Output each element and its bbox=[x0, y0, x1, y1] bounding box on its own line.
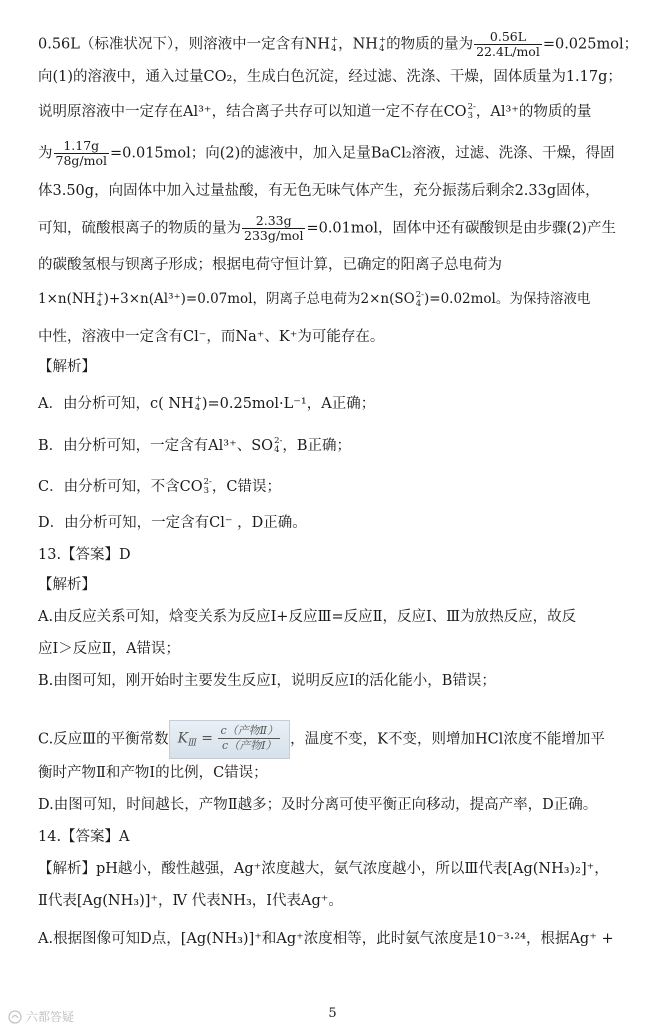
page-number: 5 bbox=[328, 1006, 337, 1021]
text: A．由分析可知，c( NH bbox=[38, 396, 194, 412]
ion-charge: + 4 bbox=[331, 34, 339, 54]
text: C．由分析可知，不含CO bbox=[38, 479, 203, 495]
fraction: $\frac{1.17g}{\text{78g/mol}}$ bbox=[55, 138, 107, 168]
text: ，NH bbox=[338, 36, 378, 53]
text: )+3×n(Al³⁺)=0.07mol bbox=[103, 291, 253, 307]
text-line-5: 体3.50g，向固体中加入过量盐酸，有无色无味气体产生，充分振荡后剩余2.33g固体， bbox=[38, 183, 600, 199]
ion-charge: 2- 3 bbox=[467, 102, 476, 121]
text: ，阴离子总电荷为 bbox=[252, 291, 361, 307]
text: 说明原溶液中一定存在Al³⁺，结合离子共存可以知道一定不存在CO bbox=[38, 104, 467, 120]
text: =0.025mol； bbox=[542, 36, 639, 53]
text: ，C错误； bbox=[211, 479, 281, 495]
text: 2×n(SO bbox=[360, 291, 415, 307]
option-c-cont: 衡时产物Ⅱ和产物Ⅰ的比例，C错误； bbox=[38, 765, 268, 781]
ion-charge: + 4 bbox=[194, 394, 202, 413]
ion-charge: 2- 4 bbox=[415, 289, 424, 309]
option-a bbox=[38, 393, 635, 415]
text-line-4 bbox=[38, 139, 635, 168]
watermark: 六都答疑 bbox=[8, 1008, 74, 1025]
text-line-3 bbox=[38, 101, 635, 123]
option-d: D.由图可知，时间越长，产物Ⅱ越多；及时分离可使平衡正向移动，提高产率，D正确。 bbox=[38, 797, 598, 813]
text: ，Al³⁺的物质的量 bbox=[475, 104, 592, 120]
option-c bbox=[38, 476, 635, 498]
ion-charge: + 4 bbox=[378, 34, 387, 54]
text: =0.01mol，固体中还有碳酸钡是由步骤(2)产生 bbox=[306, 220, 617, 237]
text-line-7: 的碳酸氢根与钡离子形成；根据电荷守恒计算，已确定的阳离子总电荷为 bbox=[38, 257, 502, 273]
text-line-6 bbox=[38, 214, 635, 243]
answer-13: 13.【答案】D bbox=[38, 547, 131, 563]
fraction: $\frac{0.56L}{\text{22.4L/mol}}$ bbox=[476, 29, 540, 59]
answer-14: 14.【答案】A bbox=[38, 829, 130, 845]
text: 。为保持溶液电 bbox=[495, 291, 591, 307]
option-c bbox=[38, 720, 635, 759]
ion-charge: 2- 3 bbox=[203, 477, 212, 496]
text: C.反应Ⅲ的平衡常数 bbox=[38, 731, 169, 748]
text-line-1 bbox=[38, 29, 639, 59]
section-heading: 【解析】 bbox=[38, 577, 96, 593]
text: =0.015mol；向(2)的滤液中，加入足量BaCl₂溶液，过滤、洗涤、干燥，得固 bbox=[110, 145, 615, 162]
text: B．由分析可知，一定含有Al³⁺、SO bbox=[38, 438, 274, 454]
text: 0.56L（标准状况下），则溶液中一定含有NH bbox=[38, 36, 330, 53]
option-a: A.根据图像可知D点，[Ag(NH₃)]⁺和Ag⁺浓度相等，此时氨气浓度是10⁻³·²⁴，根据Ag⁺ + bbox=[38, 931, 614, 947]
text: 可知，硫酸根离子的物质的量为 bbox=[38, 220, 241, 237]
option-a-cont: 应Ⅰ＞反应Ⅱ，A错误； bbox=[38, 641, 181, 657]
option-a: A.由反应关系可知，焓变关系为反应Ⅰ+反应Ⅲ=反应Ⅱ，反应Ⅰ、Ⅲ为放热反应，故反 bbox=[38, 609, 577, 625]
option-b: B.由图可知，刚开始时主要发生反应Ⅰ，说明反应Ⅰ的活化能小，B错误； bbox=[38, 673, 496, 689]
text: 的物质的量为 bbox=[386, 36, 474, 53]
text: ，B正确； bbox=[282, 438, 351, 454]
section-heading: 【解析】 bbox=[38, 359, 96, 375]
text: 1×n(NH bbox=[38, 291, 96, 307]
text-line-2: 向(1)的溶液中，通入过量CO₂，生成白色沉淀，经过滤、洗涤、干燥，固体质量为1.17g； bbox=[38, 69, 622, 85]
equilibrium-constant-formula: $K_Ⅲ$ = $\frac{\text{c（产物Ⅱ）}}{\text{c（产物Ⅰ）}}$ bbox=[169, 720, 290, 759]
fraction: $\frac{2.33g}{\text{233g/mol}}$ bbox=[244, 213, 304, 243]
explanation-14: 【解析】pH越小，酸性越强，Ag⁺浓度越大，氨气浓度越小，所以Ⅲ代表[Ag(NH₃)₂]⁺， bbox=[38, 861, 609, 877]
text: 为 bbox=[38, 145, 53, 162]
text: ，温度不变，K不变，则增加HCl浓度不能增加平 bbox=[290, 731, 605, 748]
text-line-9: 中性，溶液中一定含有Cl⁻，而Na⁺、K⁺为可能存在。 bbox=[38, 329, 385, 345]
ion-charge: + 4 bbox=[96, 289, 104, 309]
ion-charge: 2- 4 bbox=[274, 436, 283, 455]
text: )=0.02mol bbox=[423, 291, 496, 307]
explanation-14-cont: Ⅱ代表[Ag(NH₃)]⁺，Ⅳ 代表NH₃，Ⅰ代表Ag⁺。 bbox=[38, 893, 343, 909]
option-b bbox=[38, 435, 635, 457]
fraction: $\frac{\text{c（产物Ⅱ）}}{\text{c（产物Ⅰ）}}$ bbox=[220, 724, 279, 752]
text-line-8 bbox=[38, 288, 635, 310]
text: )=0.25mol·L⁻¹，A正确； bbox=[201, 396, 376, 412]
option-d: D．由分析可知，一定含有Cl⁻ ，D正确。 bbox=[38, 515, 307, 531]
